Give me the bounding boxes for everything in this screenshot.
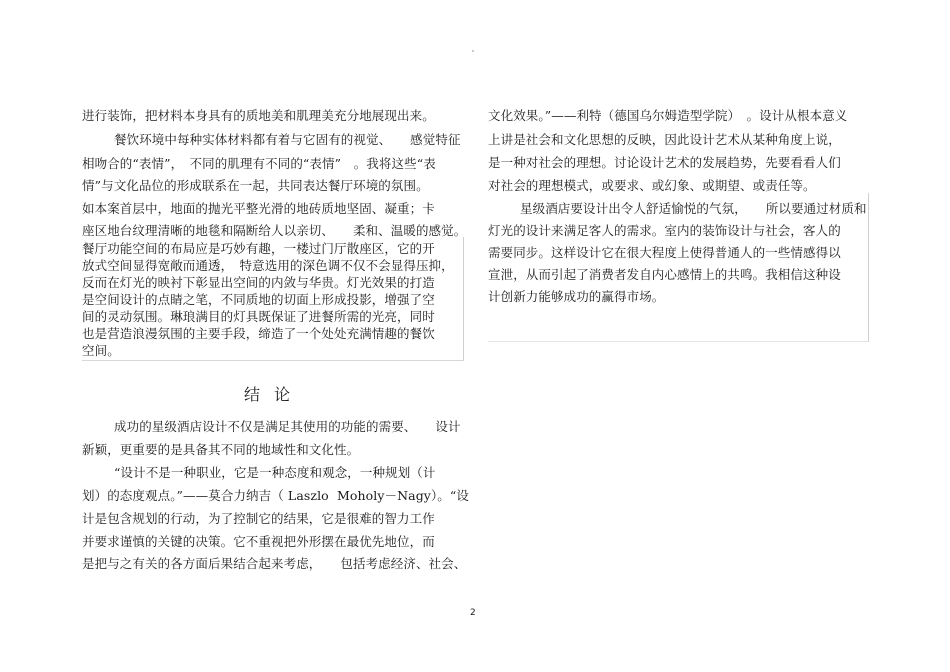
text-line: 宣泄，从而引起了消费者发自内心感情上的共鸣。我相信这种设 xyxy=(488,267,841,282)
text-line: “设计不是一种职业，它是一种态度和观念，一种规划（计 xyxy=(114,465,436,480)
text-line: 需要同步。这样设计它在很大程度上使得普通人的一些情感得以 xyxy=(488,245,841,260)
text-line: 成功的星级酒店设计不仅是满足其使用的功能的需要、 设计 xyxy=(114,419,461,434)
text-line: 新颖，更重要的是具备其不同的地域性和文化性。 xyxy=(82,442,360,457)
conclusion-heading: 结论 xyxy=(244,385,305,404)
text-line: 是把与之有关的各方面后果结合起来考虑， 包括考虑经济、社会、 xyxy=(82,556,467,571)
text-line: 星级酒店要设计出令人舒适愉悦的气氛， 所以要通过材质和 xyxy=(520,201,867,216)
text-line: 情”与文化品位的形成联系在一起，共同表达餐厅环境的氛围。 xyxy=(82,178,429,193)
text-line: 灯光的设计来满足客人的需求。室内的装饰设计与社会，客人的 xyxy=(488,223,841,238)
text-line: 上讲是社会和文化思想的反映，因此设计艺术从某种角度上说， xyxy=(488,132,841,147)
text-line: 餐厅功能空间的布局应是巧妙有趣，一楼过门厅散座区，它的开 xyxy=(82,241,435,256)
text-line: 计创新力能够成功的赢得市场。 xyxy=(488,289,665,304)
text-line: 也是营造浪漫氛围的主要手段，缔造了一个处处充满情趣的餐饮 xyxy=(82,326,435,341)
page-dot xyxy=(472,50,474,52)
right-text-box xyxy=(488,193,869,342)
text-line: 反而在灯光的映衬下彰显出空间的内敛与华贵。灯光效果的打造 xyxy=(82,275,435,290)
text-line: 并要求谨慎的关键的决策。它不重视把外形摆在最优先地位，而 xyxy=(82,534,435,549)
text-line: 空间。 xyxy=(82,343,120,358)
text-line: 文化效果。”——利特（德国乌尔姆造型学院） 。设计从根本意义 xyxy=(488,108,848,123)
text-line: 计是包含规划的行动，为了控制它的结果，它是很难的智力工作 xyxy=(82,511,435,526)
text-line: 餐饮环境中每种实体材料都有着与它固有的视觉、 感觉特征 xyxy=(114,132,461,147)
left-text-box xyxy=(82,237,464,361)
page-number: 2 xyxy=(470,608,476,618)
text-line: 相吻合的“表情”， 不同的肌理有不同的“表情” 。我将这些“表 xyxy=(82,156,436,171)
text-line: 是一种对社会的理想。讨论设计艺术的发展趋势，先要看看人们 xyxy=(488,155,841,170)
text-line: 座区地台纹理清晰的地毯和隔断给人以亲切、 柔和、温暖的感觉。 xyxy=(82,223,467,238)
text-line: 如本案首层中，地面的抛光平整光滑的地砖质地坚固、凝重；卡 xyxy=(82,201,435,216)
text-line: 放式空间显得宽敞而通透， 特意选用的深色调不仅不会显得压抑， xyxy=(82,258,454,273)
text-line: 划）的态度观点。”——莫合力纳吉（ Laszlo Moholy－Nagy）。“设 xyxy=(82,488,469,503)
text-line: 对社会的理想模式，或要求、或幻象、或期望、或责任等。 xyxy=(488,178,816,193)
text-line: 是空间设计的点睛之笔，不同质地的切面上形成投影，增强了空 xyxy=(82,292,435,307)
text-line: 间的灵动氛围。琳琅满目的灯具既保证了进餐所需的光亮，同时 xyxy=(82,309,435,324)
text-line: 进行装饰，把材料本身具有的质地美和肌理美充分地展现出来。 xyxy=(82,108,435,123)
